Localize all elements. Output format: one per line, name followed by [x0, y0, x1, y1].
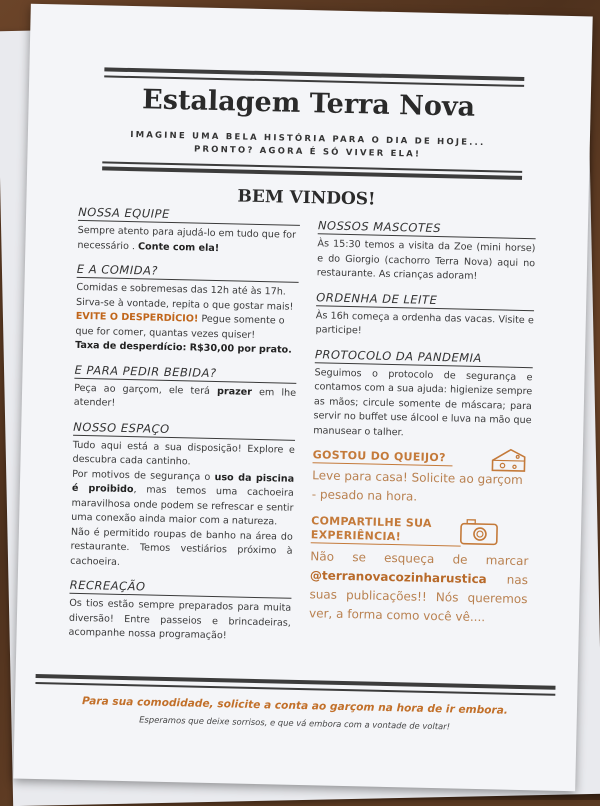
pandemia-text: Seguimos o protocolo de segurança e contamos com a sua ajuda: higienize sempre as mãos; circule somente de máscara; para servir no buffet use álcool e luva na mão que manusear o talher. — [313, 366, 533, 438]
recreacao-text: Os tios estão sempre preparados para muita diversão! Entre passeios e brincadeiras, acompanhe nossa programação! — [68, 597, 292, 642]
bebida-bold: prazer — [216, 385, 253, 398]
compartilhe-heading-1: COMPARTILHE SUA — [311, 514, 432, 530]
section-leite — [315, 290, 534, 343]
comida-text-2: Pegue somente o que for comer, quantas vezes quiser! — [75, 313, 285, 341]
mid-rule-thick — [102, 166, 522, 180]
menu-sheet — [13, 4, 592, 792]
section-bebida — [74, 362, 297, 415]
compartilhe-text-2: nas suas publicações!! Nós queremos ver, a forma como você vê.... — [308, 572, 529, 625]
section-heading: ORDENHA DE LEITE — [316, 290, 534, 311]
section-equipe — [77, 205, 300, 258]
equipe-bold: Conte com ela! — [137, 240, 220, 254]
section-comida — [75, 262, 299, 359]
waste-warning: EVITE O DESPERDÍCIO! — [75, 310, 199, 325]
section-compartilhe — [309, 514, 529, 628]
tagline-line-2: PRONTO? AGORA É SÓ VIVER ELA! — [193, 144, 422, 160]
tagline — [87, 128, 527, 164]
footer-farewell: Esperamos que deixe sorrisos, e que vá embora com a vontade de voltar! — [139, 714, 451, 732]
section-queijo — [312, 448, 531, 509]
queijo-text: Leve para casa! Solicite ao garçom - pesado na hora. — [311, 468, 523, 504]
espaco-text-4: Não é permitido roupas de banho na área do restaurante. Temos vestiários próximo à cachoeira. — [70, 526, 293, 568]
pool-prohibited: uso da piscina é proibido — [71, 471, 295, 496]
left-column — [68, 205, 300, 654]
bebida-text-2: em lhe atender! — [73, 386, 297, 409]
queijo-heading: GOSTOU DO QUEIJO? — [313, 448, 453, 466]
leite-text: Às 16h começa a ordenha das vacas. Visite e participe! — [315, 309, 534, 337]
mascotes-text: Às 15:30 temos a visita da Zoe (mini horse) e do Giorgio (cachorro Terra Nova) aqui no restaurante. As crianças adoram! — [316, 238, 536, 282]
cheese-icon — [490, 446, 527, 480]
section-recreacao — [68, 578, 291, 646]
section-heading: PROTOCOLO DA PANDEMIA — [315, 347, 533, 368]
top-rule-thick — [104, 67, 524, 81]
welcome-heading: BEM VINDOS! — [237, 186, 376, 210]
footer-bill-note: Para sua comodidade, solicite a conta ao garçom na hora de ir embora. — [81, 695, 509, 717]
section-heading: NOSSOS MASCOTES — [318, 218, 536, 239]
espaco-text-1: Tudo aqui está a sua disposição! Explore e descubra cada cantinho. — [72, 439, 295, 468]
section-heading: E PARA PEDIR BEBIDA? — [74, 362, 296, 383]
espaco-text-2: Por motivos de segurança o — [72, 468, 211, 483]
espaco-text-3: , mas temos uma cachoeira maravilhosa onde podem se refrescar e sentir uma conexão ainda maior com a natureza. — [71, 484, 294, 528]
section-pandemia — [313, 347, 533, 443]
camera-icon — [459, 518, 500, 552]
section-heading: E A COMIDA? — [77, 262, 299, 283]
compartilhe-text-1: Não se esqueça de marcar — [310, 549, 529, 569]
bebida-text: Peça ao garçom, ele terá — [74, 382, 211, 397]
section-heading: RECREAÇÃO — [69, 578, 291, 599]
section-heading: NOSSO ESPAÇO — [73, 419, 295, 440]
comida-text: Comidas e sobremesas das 12h até às 17h. Sirva-se à vontade, repita o que gostar mais! — [75, 281, 294, 313]
page-title: Estalagem Terra Nova — [141, 84, 476, 123]
right-column — [309, 218, 536, 637]
waste-fee: Taxa de desperdício: R$30,00 por prato. — [75, 339, 292, 356]
tagline-line-1: IMAGINE UMA BELA HISTÓRIA PARA O DIA DE HOJE... — [130, 130, 486, 149]
equipe-text: Sempre atento para ajudá-lo em tudo que for necessário . — [77, 224, 297, 252]
section-mascotes — [317, 218, 536, 285]
section-espaco — [70, 419, 295, 573]
instagram-handle: @terranovacozinharustica — [309, 568, 487, 587]
section-heading: NOSSA EQUIPE — [78, 205, 300, 226]
compartilhe-heading-2: EXPERIÊNCIA! — [311, 528, 461, 546]
